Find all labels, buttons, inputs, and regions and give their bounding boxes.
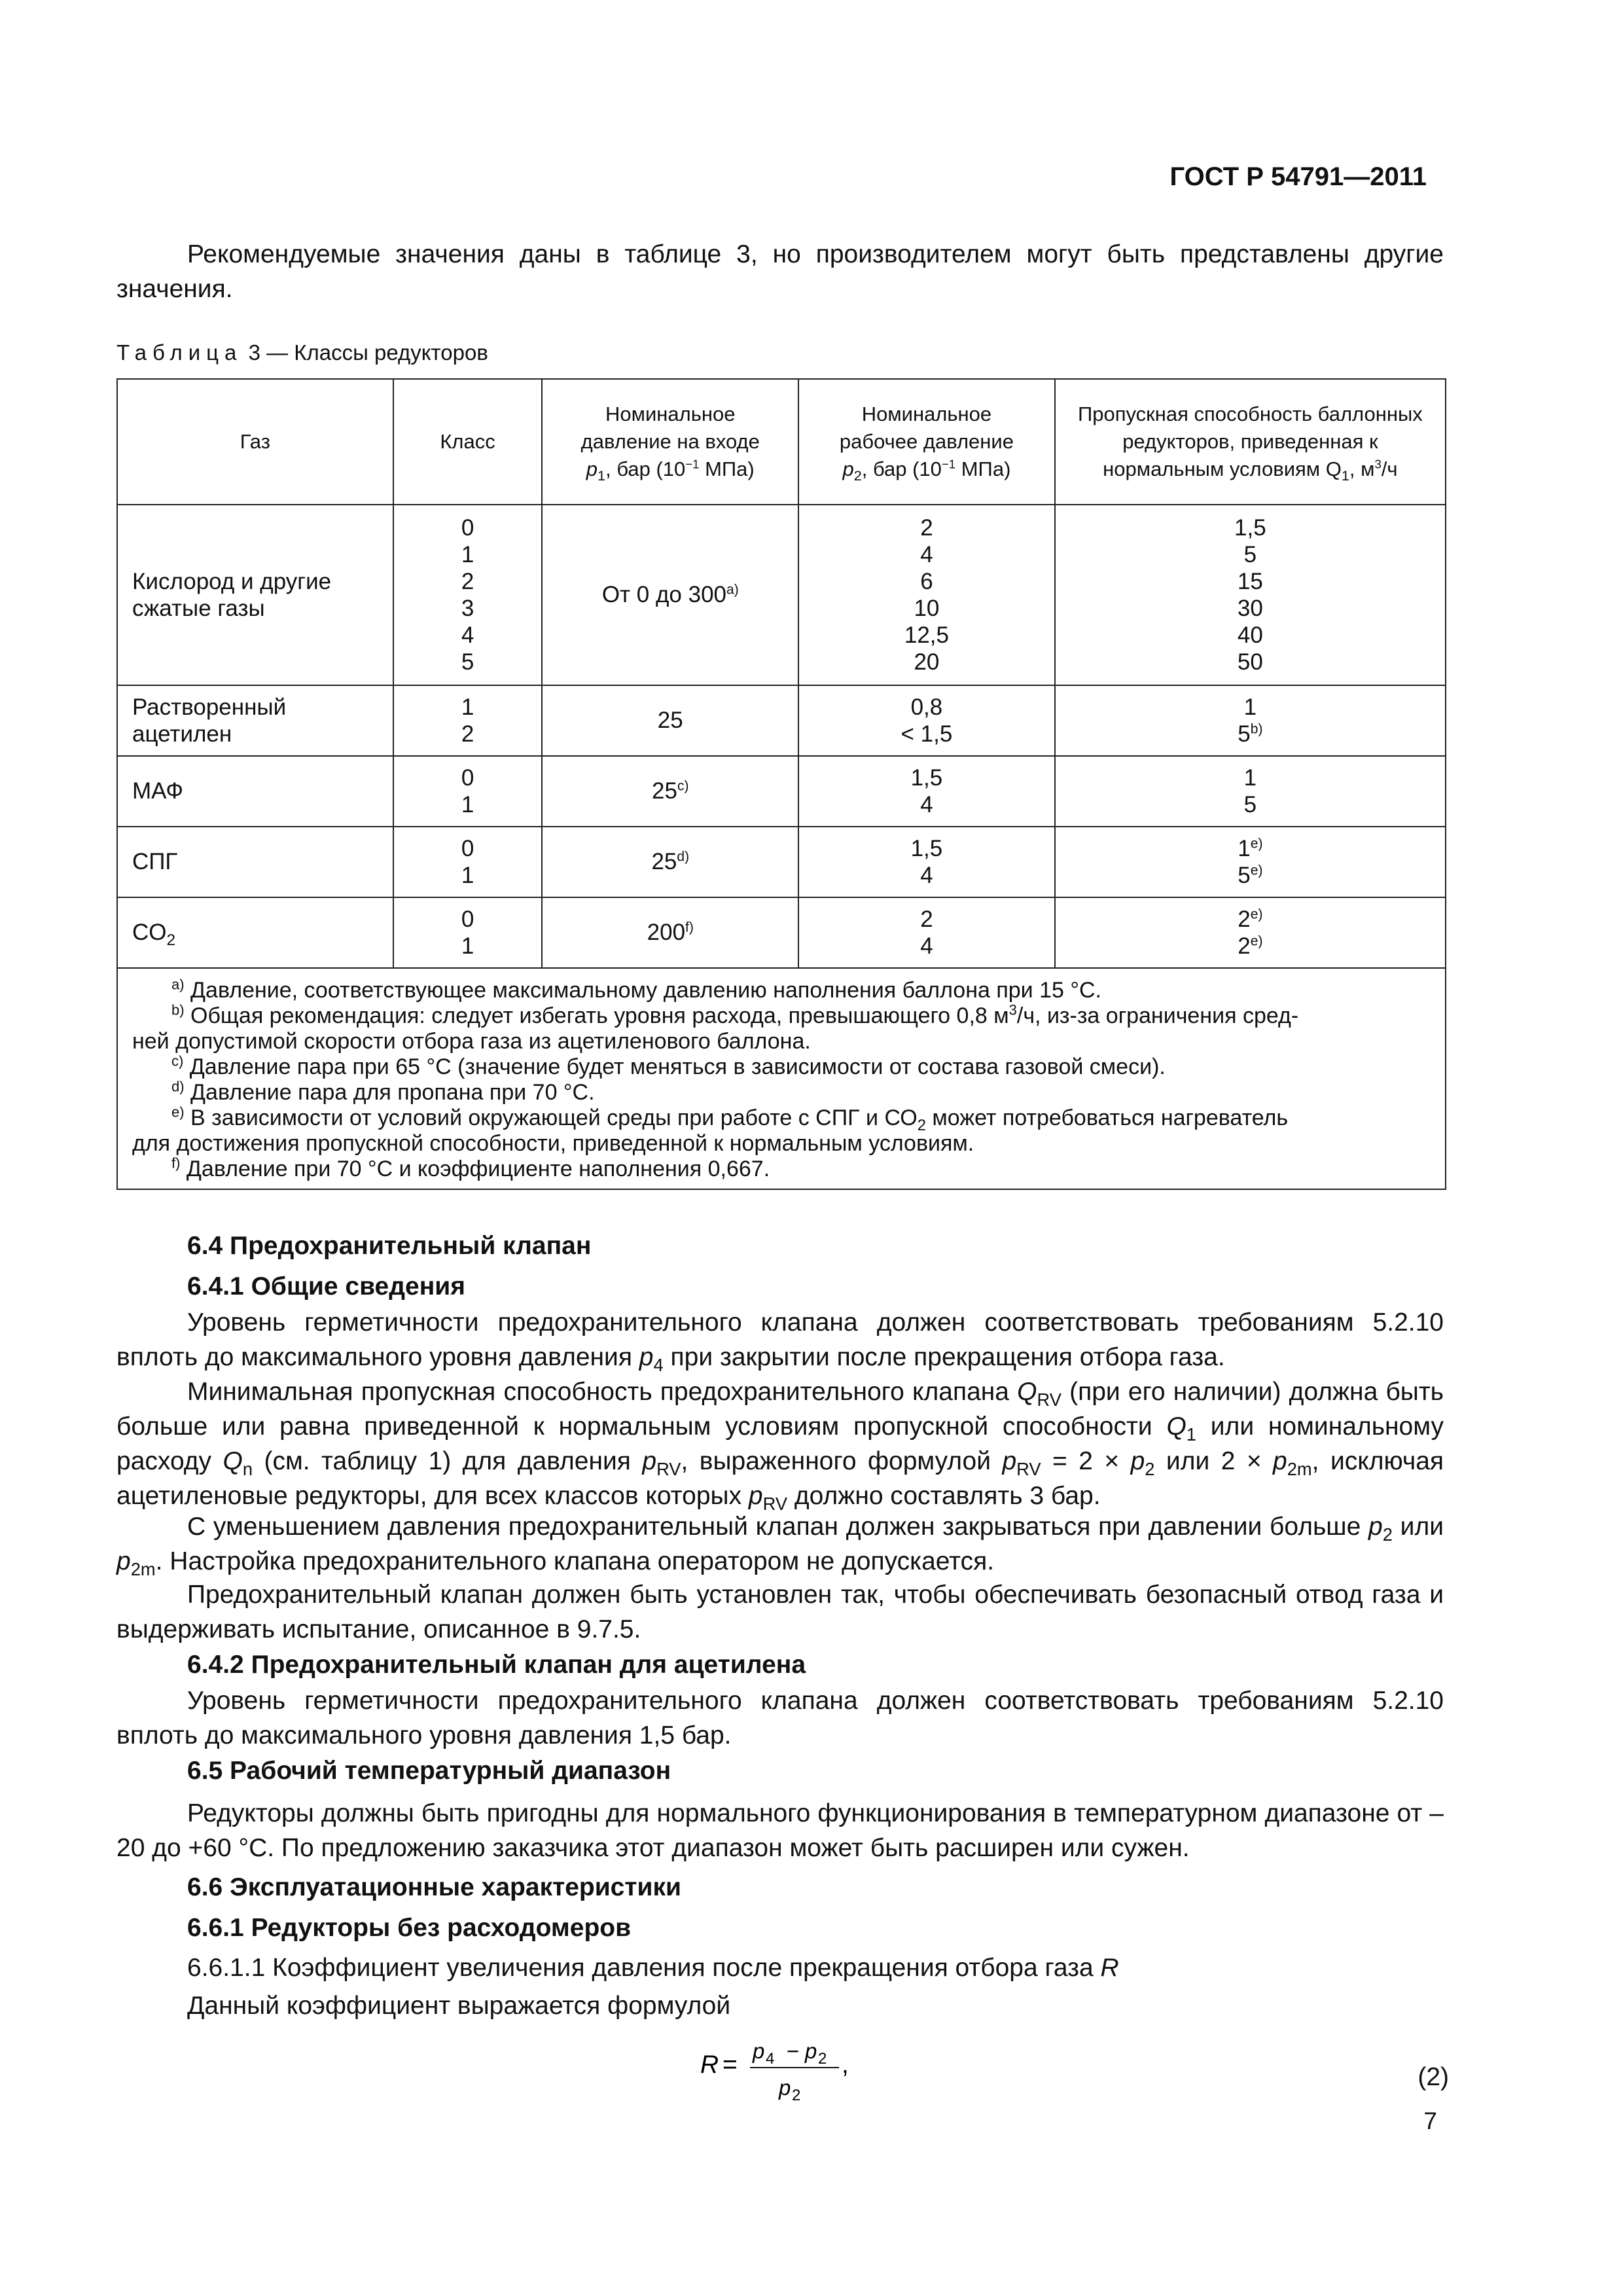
paragraph-6-6-1-1: 6.6.1.1 Коэффициент увеличения давления после прекращения отбора газа R xyxy=(187,1954,1119,1982)
class-cell: 1 2 xyxy=(393,685,543,756)
table-caption xyxy=(116,340,488,365)
formula-comma: , xyxy=(842,2051,849,2079)
formula-minus: − xyxy=(787,2039,800,2063)
work-cell: 1,5 4 xyxy=(798,756,1055,827)
inlet-cell: 25$^{d)}$ xyxy=(542,827,798,897)
formula-den-sub: 2 xyxy=(792,2087,801,2104)
formula-num-b: p xyxy=(805,2039,817,2063)
section-6-6-1-title: 6.6.1 Редукторы без расходомеров xyxy=(187,1914,632,1942)
page-number: 7 xyxy=(1423,2108,1437,2134)
flow-cell: 1 5$^{b)}$ xyxy=(1055,685,1446,756)
table-row-oxygen xyxy=(117,505,1446,685)
table-footnotes-row xyxy=(117,968,1446,1189)
work-cell: 2 4 xyxy=(798,897,1055,968)
section-6-4-title: 6.4 Предохранительный клапан xyxy=(187,1232,592,1260)
footnote-e: $^{e)}$ В зависимости от условий окружающей среды при работе с СПГ и $СО_2$ может потребоваться нагреватель для достижения пропускной способности, приведенной к нормальным условиям. xyxy=(132,1103,1289,1156)
table-row-acetylene xyxy=(117,685,1446,756)
formula-num-b-sub: 2 xyxy=(818,2050,827,2068)
table-caption-text: 3 — Классы редукторов xyxy=(248,340,488,365)
inlet-cell: 25 xyxy=(542,685,798,756)
section-6-6-title: 6.6 Эксплуатационные характеристики xyxy=(187,1873,681,1901)
table-row-maf xyxy=(117,756,1446,827)
inlet-cell: От 0 до 300$^{a)}$ xyxy=(542,505,798,685)
section-6-5-title: 6.5 Рабочий температурный диапазон xyxy=(187,1757,671,1785)
work-cell: 2 4 6 10 12,5 20 xyxy=(798,505,1055,685)
header-class: Класс xyxy=(393,379,543,505)
paragraph-temperature-range: Редукторы должны быть пригодны для нормального функционирования в температурном диапазоне от –20 до +60 °С. По предложению заказчика этот диапазон может быть расширен или сужен. xyxy=(116,1799,1444,1862)
gas-cell: МАФ xyxy=(117,756,393,827)
formula-num-a: p xyxy=(753,2039,765,2063)
footnote-b: $^{b)}$ Общая рекомендация: следует избегать уровня расхода, превышающего 0,8 $м^3/ч$, из-за ограничения сред- ней допустимой скорости отбора газа из ацетиленового баллона. xyxy=(132,1001,1299,1054)
gas-cell: СПГ xyxy=(117,827,393,897)
reducer-classes-table xyxy=(116,378,1446,1190)
flow-cell: 1,5 5 15 30 40 50 xyxy=(1055,505,1446,685)
footnote-c: $^{c)}$ Давление пара при 65 °С (значение будет меняться в зависимости от состава газовой смеси). xyxy=(171,1052,1166,1079)
intro-paragraph: Рекомендуемые значения даны в таблице 3, но производителем могут быть представлены другие значения. xyxy=(116,240,1444,303)
paragraph-min-capacity: Минимальная пропускная способность предохранительного клапана $Q_{RV}$ (при его наличии) должна быть больше или равна приведенной к нормальным условиям пропускной способности $Q_1$ или номинальному расходу $Q_n$ (см. таблицу 1) для давления $p_{RV}$, выраженного формулой $p_{RV} = 2 \times p_2$ или $2 \times p_{2m}$, исключая ацетиленовые редукторы, для всех классов которых $p_{RV}$ должно составлять 3 бар. xyxy=(116,1378,1444,1514)
work-cell: 0,8 < 1,5 xyxy=(798,685,1055,756)
section-6-4-2-title: 6.4.2 Предохранительный клапан для ацетилена xyxy=(187,1651,806,1679)
formula-lhs: R xyxy=(700,2051,719,2079)
formula-num-a-sub: 4 xyxy=(766,2050,775,2068)
work-cell: 1,5 4 xyxy=(798,827,1055,897)
class-cell: 0 1 2 3 4 5 xyxy=(393,505,543,685)
table-caption-label: Таблица xyxy=(116,340,243,365)
formula-den: p xyxy=(779,2075,791,2100)
class-cell: 0 1 xyxy=(393,756,543,827)
formula-2 xyxy=(687,2032,949,2104)
header-inlet-pressure: Номинальное давление на входе $p_1$, бар ($10^{-1}$ МПа) xyxy=(542,379,798,505)
formula-equals: = xyxy=(722,2051,738,2079)
header-gas: Газ xyxy=(117,379,393,505)
paragraph-closing-pressure: С уменьшением давления предохранительный клапан должен закрываться при давлении больше $p_2$ или $p_{2m}$. Настройка предохранительного клапана оператором не допускается. xyxy=(116,1513,1444,1579)
section-6-4-1-title: 6.4.1 Общие сведения xyxy=(187,1272,465,1300)
inlet-cell: 25$^{c)}$ xyxy=(542,756,798,827)
footnote-d: $^{d)}$ Давление пара для пропана при 70 °С. xyxy=(171,1078,595,1105)
inlet-cell: 200$^{f)}$ xyxy=(542,897,798,968)
gas-cell: Кислород и другие сжатые газы xyxy=(117,505,393,685)
table-footnotes xyxy=(117,968,1446,1189)
class-cell: 0 1 xyxy=(393,827,543,897)
paragraph-formula-intro: Данный коэффициент выражается формулой xyxy=(187,1992,731,2020)
gas-cell: $CO_2$ xyxy=(117,897,393,968)
paragraph-acetylene-valve: Уровень герметичности предохранительного клапана должен соответствовать требованиям 5.2.10 вплоть до максимального уровня давления 1,5 бар. xyxy=(116,1687,1444,1749)
gas-cell: Растворенный ацетилен xyxy=(117,685,393,756)
header-working-pressure: Номинальное рабочее давление $p_2$, бар ($10^{-1}$ МПа) xyxy=(798,379,1055,505)
formula-number: (2) xyxy=(1418,2063,1449,2091)
class-cell: 0 1 xyxy=(393,897,543,968)
footnote-a: $^{a)}$ Давление, соответствующее максимальному давлению наполнения баллона при 15 °С. xyxy=(171,976,1101,1003)
table-header-row xyxy=(117,379,1446,505)
flow-cell: 2$^{e)}$ 2$^{e)}$ xyxy=(1055,897,1446,968)
flow-cell: 1 5 xyxy=(1055,756,1446,827)
flow-cell: 1$^{e)}$ 5$^{e)}$ xyxy=(1055,827,1446,897)
document-id: ГОСТ Р 54791—2011 xyxy=(1169,162,1427,191)
table-row-co2 xyxy=(117,897,1446,968)
paragraph-installation: Предохранительный клапан должен быть установлен так, чтобы обеспечивать безопасный отвод газа и выдерживать испытание, описанное в 9.7.5. xyxy=(116,1581,1444,1643)
table-row-lpg xyxy=(117,827,1446,897)
footnote-f: $^{f)}$ Давление при 70 °С и коэффициенте наполнения 0,667. xyxy=(171,1155,770,1181)
header-flow-capacity: Пропускная способность баллонных редукторов, приведенная к нормальным условиям $Q_1$, $м^3/ч$ xyxy=(1055,379,1446,505)
paragraph-leak-tightness: Уровень герметичности предохранительного клапана должен соответствовать требованиям 5.2.10 вплоть до максимального уровня давления $p_4$ при закрытии после прекращения отбора газа. xyxy=(116,1308,1444,1375)
